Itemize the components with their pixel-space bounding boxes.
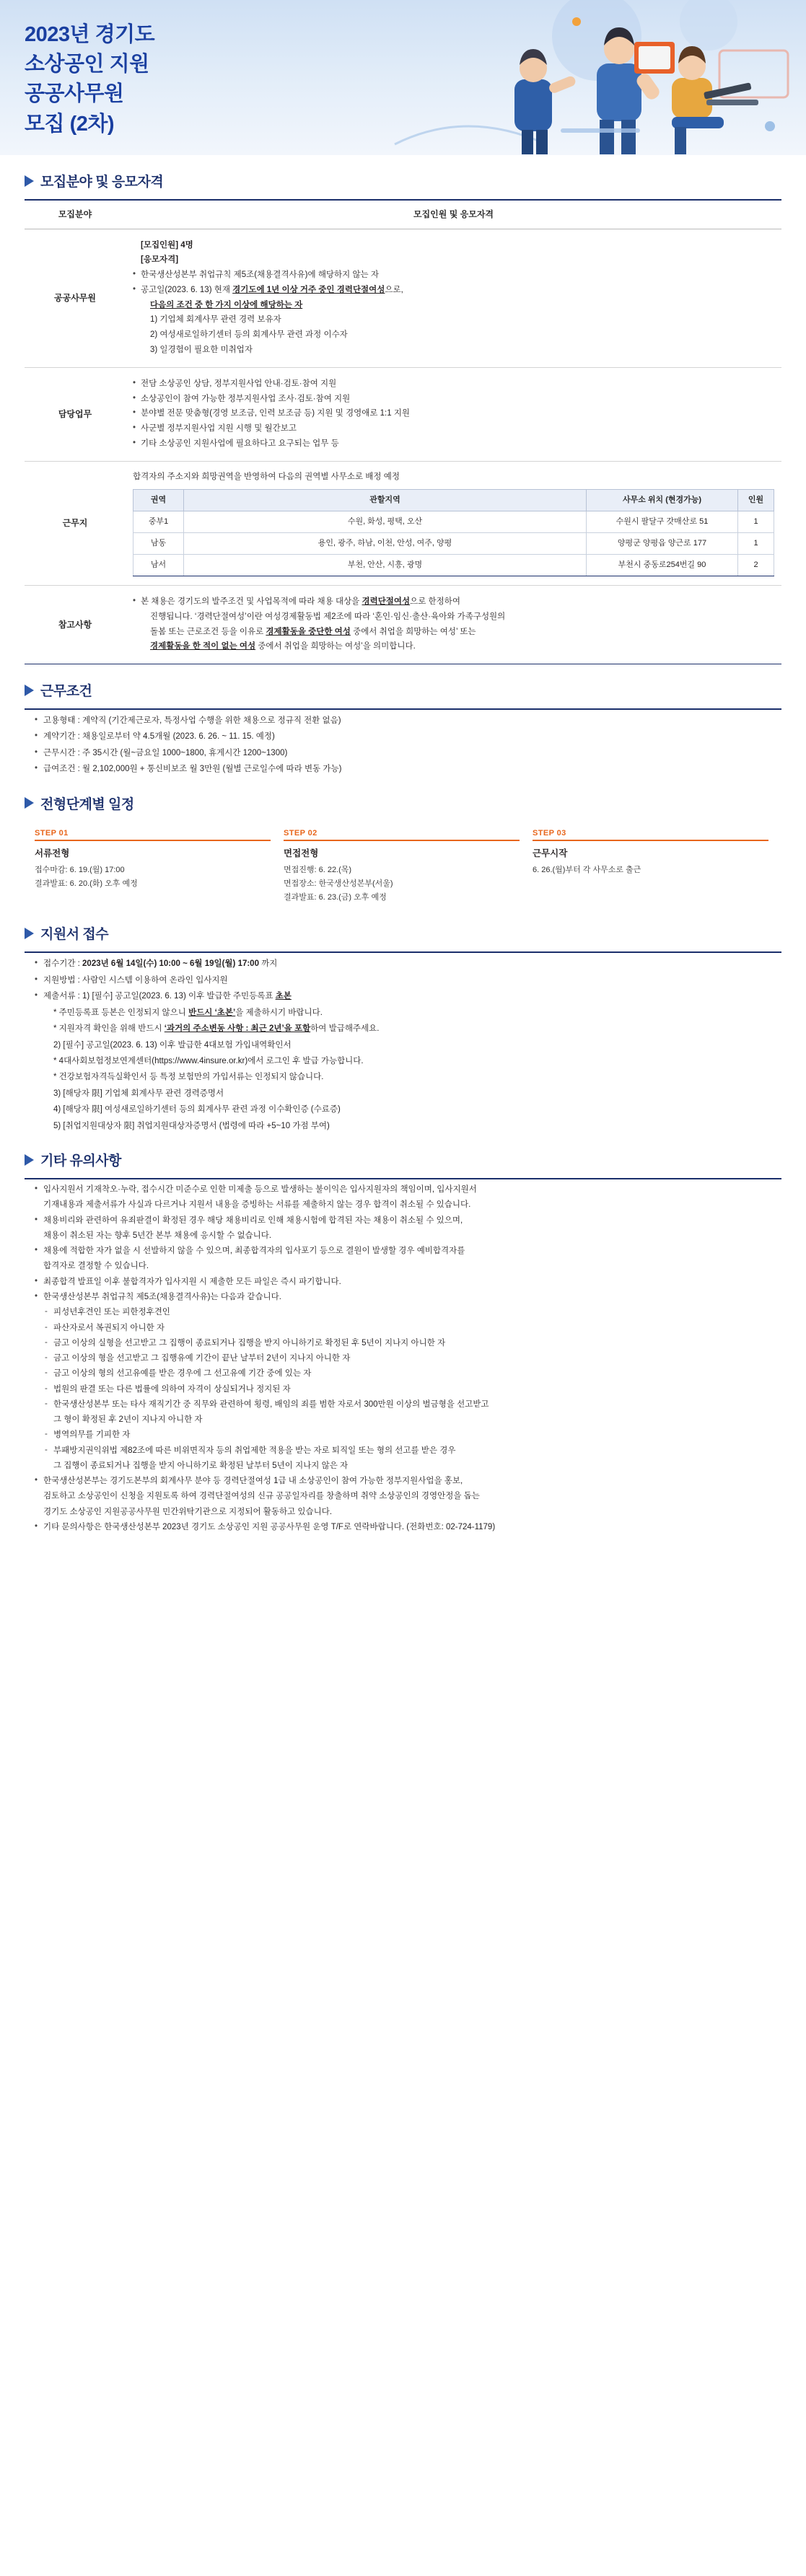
arrow-right-icon [25,685,34,696]
list-item: 합격자로 결정할 수 있습니다. [43,1262,149,1271]
worksite-intro: 합격자의 주소지와 희망권역을 반영하여 다음의 권역별 사무소로 배정 예정 [133,472,400,481]
step-number: STEP 02 [284,828,317,838]
hero-banner [0,0,806,155]
inner-header-row [133,490,774,511]
cell-headcount: 1 [738,533,774,555]
list-item: • 공고일(2023. 6. 13) 현재 경기도에 1년 이상 거주 중인 경력단절여성으로, [133,283,774,298]
step-01 [35,829,284,905]
section-title: 기타 유의사항 [40,1153,121,1169]
list-item: * 지원자격 확인을 위해 반드시 ‘과거의 주소변동 사항 : 최근 2년’을 포함하여 발급해주세요. [53,1024,380,1034]
section-heading-schedule [25,794,781,813]
section-recruitment [25,155,781,664]
list-item: 1) 기업체 회계사무 관련 경력 보유자 [150,315,281,325]
title-line-4: 모집 (2차) [25,112,115,136]
section-heading-application [25,923,781,943]
step-line: 면접장소: 한국생산성본부(서울) [284,879,393,888]
list-item: • 한국생산성본부 취업규칙 제5조(채용결격사유)는 다음과 같습니다. [35,1290,781,1305]
col-office: 사무소 위치 (현경가능) [587,490,738,511]
list-item: • 최종합격 발표일 이후 불합격자가 입사지원 시 제출한 모든 파일은 즉시 파기합니다. [35,1275,781,1290]
row-content [126,367,781,461]
cell-headcount: 2 [738,555,774,576]
table-row [25,585,781,664]
worksite-table [133,489,774,576]
cell-region: 중부1 [133,511,184,533]
inner-row [133,533,774,555]
list-item: 검토하고 소상공인이 신청을 지원토록 하여 경력단절여성의 신규 공공일자리를 창출하며 취약 소상공인의 경영안정을 돕는 [43,1492,480,1501]
step-divider [35,840,271,841]
list-item: * 4대사회보험정보연계센터(https://www.4insure.or.kr)에서 로그인 후 발급 가능합니다. [53,1057,364,1065]
inner-row [133,555,774,576]
list-item: 3) 일경험이 필요한 미취업자 [150,345,253,354]
inner-row [133,511,774,533]
cell-areas: 용인, 광주, 하남, 이천, 안성, 여주, 양평 [184,533,587,555]
list-item: - 부패방지권익위법 제82조에 따른 비위면직자 등의 취업제한 적용을 받는 자로 퇴직일 또는 형의 선고를 받은 경우 [35,1443,781,1459]
cell-region: 남동 [133,533,184,555]
section-notes [25,1134,781,1552]
section-title: 근무조건 [40,684,92,700]
list-item: 5) [취업지원대상자 限] 취업지원대상자증명서 (법령에 따라 +5~10 가점 부여) [53,1121,330,1130]
list-item: • 사군별 정부지원사업 지원 시행 및 월간보고 [133,422,774,436]
list-item: * 건강보험자격득실확인서 등 특정 보험만의 가입서류는 인정되지 않습니다. [53,1073,324,1082]
col-region: 권역 [133,490,184,511]
step-line: 6. 26.(월)부터 각 사무소로 출근 [533,865,641,874]
cell-region: 남서 [133,555,184,576]
section-working-conditions [25,664,781,778]
list-item: 채용이 취소된 자는 향후 5년간 본부 채용에 응시할 수 없습니다. [43,1231,272,1240]
list-item: 경기도 소상공인 지원공공사무원 민간위탁기관으로 지정되어 활동하고 있습니다. [43,1507,333,1516]
list-item: • 기타 소상공인 지원사업에 필요하다고 요구되는 업무 등 [133,437,774,452]
list-item: • 한국생산성본부 취업규칙 제5조(채용결격사유)에 해당하지 않는 자 [133,268,774,283]
list-item: • 본 채용은 경기도의 발주조건 및 사업목적에 따라 채용 대상을 경력단절여성으로 한정하여 [133,595,774,610]
list-item: • 입사지원서 기재착오·누락, 접수시간 미준수로 인한 미제출 등으로 발생하는 불이익은 입사지원자의 책임이며, 입사지원서 [35,1182,781,1197]
cell-office: 수원시 팔달구 갓매산로 51 [587,511,738,533]
table-row [25,461,781,585]
list-item: • 분야별 전문 맞춤형(경영 보조금, 인력 보조금 등) 지원 및 경영애로 1:1 지원 [133,407,774,421]
list-item: [모집인원] 4명 [141,240,193,250]
step-lines [284,863,520,905]
arrow-right-icon [25,928,34,939]
list-item: 기재내용과 제출서류가 사실과 다르거나 지원서 내용을 증빙하는 서류를 제출하지 않는 경우 합격이 취소될 수 있습니다. [43,1200,471,1210]
step-divider [284,840,520,841]
list-item: [응모자격] [141,255,179,265]
section-heading-working-conditions [25,680,781,700]
section-title: 지원서 접수 [40,927,109,943]
step-line: 결과발표: 6. 20.(화) 오후 예정 [35,879,138,888]
list-item: • 한국생산성본부는 경기도본부의 회계사무 분야 등 경력단절여성 1급 내 소상공인이 참여 가능한 정부지원사업을 홍보, [35,1474,781,1489]
page-title [25,20,154,139]
step-title: 면접전형 [284,848,319,858]
list-item: 3) [해당자 限] 기업체 회계사무 관련 경력증명서 [53,1089,224,1098]
step-title: 근무시작 [533,848,568,858]
cell-office: 양평군 양평읍 양근로 177 [587,533,738,555]
list-item: • 제출서류 : 1) [필수] 공고일(2023. 6. 13) 이후 발급한 주민등록표 초본 [35,988,781,1004]
schedule-steps [25,822,781,908]
hero-illustration [380,0,806,155]
table-header-row [25,200,781,229]
arrow-right-icon [25,1154,34,1166]
list-item: • 고용형태 : 계약직 (기간제근로자, 특정사업 수행을 위한 채용으로 정규직 전환 없음) [35,713,781,729]
title-line-3: 공공사무원 [25,82,124,106]
list-item: 진행됩니다. ‘경력단절여성’이란 여성경제활동법 제2조에 따라 ‘혼인·임신·출산·육아와 가족구성원의 [150,612,506,621]
list-item: - 법원의 판결 또는 다른 법률에 의하여 자격이 상실되거나 정지된 자 [35,1382,781,1397]
arrow-right-icon [25,175,34,187]
step-02 [284,829,533,905]
list-item: - 한국생산성본부 또는 타사 재직기간 중 직무와 관련하여 횡령, 배임의 죄를 범한 자로서 300만원 이상의 벌금형을 선고받고 [35,1397,781,1412]
list-item: • 지원방법 : 사람인 시스템 이용하여 온라인 입사지원 [35,972,781,988]
list-item: • 근무시간 : 주 35시간 (월~금요일 1000~1800, 휴게시간 1200~1300) [35,745,781,761]
list-item: • 기타 문의사항은 한국생산성본부 2023년 경기도 소상공인 지원 공공사무원 운영 T/F로 연락바랍니다. (전화번호: 02-724-1179) [35,1520,781,1535]
arrow-right-icon [25,797,34,809]
step-number: STEP 01 [35,828,69,838]
step-line: 접수마감: 6. 19.(월) 17:00 [35,865,125,874]
col-headcount: 인원 [738,490,774,511]
step-title: 서류전형 [35,848,70,858]
list-item: 2) [필수] 공고일(2023. 6. 13) 이후 발급한 4대보험 가입내역확인서 [53,1040,292,1050]
list-item: - 금고 이상의 형을 선고받고 그 집행유예 기간이 끝난 날부터 2년이 지나지 아니한 자 [35,1351,781,1366]
recruitment-table [25,199,781,664]
list-item: 그 형이 확정된 후 2년이 지나지 아니한 자 [53,1415,203,1425]
list-item: • 전담 소상공인 상담, 정부지원사업 안내·검토·참여 지원 [133,377,774,392]
list-item: 4) [해당자 限] 여성새로일하기센터 등의 회계사무 관련 과정 이수확인증 (수료증) [53,1105,341,1115]
row-content [126,229,781,367]
title-line-2: 소상공인 지원 [25,53,149,76]
cell-areas: 수원, 화성, 평택, 오산 [184,511,587,533]
list-item: - 파산자로서 복권되지 아니한 자 [35,1321,781,1336]
table-row [25,229,781,367]
cell-areas: 부천, 안산, 시흥, 광명 [184,555,587,576]
list-item: - 금고 이상의 형의 선고유예를 받은 경우에 그 선고유예 기간 중에 있는 자 [35,1366,781,1381]
list-item: • 소상공인이 참여 가능한 정부지원사업 조사·검토·참여 지원 [133,392,774,407]
row-label: 근무지 [25,461,126,585]
cell-office: 부천시 중동로254번길 90 [587,555,738,576]
section-title: 모집분야 및 응모자격 [40,175,164,190]
col-field: 모집분야 [25,200,126,229]
row-label: 공공사무원 [25,229,126,367]
list-item: • 급여조건 : 월 2,102,000원 + 통신비보조 월 3만원 (월별 근로일수에 따라 변동 가능) [35,761,781,777]
row-label: 담당업무 [25,367,126,461]
list-item: • 채용에 적합한 자가 없을 시 선발하지 않을 수 있으며, 최종합격자의 입사포기 등으로 결원이 발생할 경우 예비합격자를 [35,1244,781,1259]
list-item: - 병역의무를 기피한 자 [35,1428,781,1443]
step-lines [35,863,271,892]
section-application [25,907,781,1134]
list-item: 돌봄 또는 근로조건 등을 이유로 경제활동을 중단한 여성 중에서 취업을 희망하는 여성’ 또는 [150,627,476,636]
list-item: 그 집행이 종료되거나 집행을 받지 아니하기로 확정된 날부터 5년이 지나지 않은 자 [53,1461,349,1470]
list-item: • 계약기간 : 채용일로부터 약 4.5개월 (2023. 6. 26. ~ 11. 15. 예정) [35,729,781,744]
cell-headcount: 1 [738,511,774,533]
table-row [25,367,781,461]
step-lines [533,863,768,877]
step-number: STEP 03 [533,828,566,838]
section-heading-notes [25,1150,781,1169]
row-label: 참고사항 [25,585,126,664]
notes-list [25,1179,781,1535]
step-03 [533,829,781,905]
title-line-1: 2023년 경기도 [25,23,155,46]
working-conditions-list [25,710,781,778]
section-title: 전형단계별 일정 [40,796,134,812]
list-item: • 접수기간 : 2023년 6월 14일(수) 10:00 ~ 6월 19일(월) 17:00 까지 [35,956,781,972]
list-item: - 금고 이상의 실형을 선고받고 그 집행이 종료되거나 집행을 받지 아니하기로 확정된 후 5년이 지나지 아니한 자 [35,1336,781,1351]
row-content [126,461,781,585]
step-divider [533,840,768,841]
list-item: • 채용비리와 관련하여 유죄판결이 확정된 경우 해당 채용비리로 인해 채용시험에 합격된 자는 채용이 취소될 수 있으며, [35,1213,781,1228]
col-qualification: 모집인원 및 응모자격 [126,200,781,229]
col-areas: 관할지역 [184,490,587,511]
step-line: 결과발표: 6. 23.(금) 오후 예정 [284,893,387,902]
list-item: 다음의 조건 중 한 가지 이상에 해당하는 자 [150,300,303,309]
step-line: 면접진행: 6. 22.(목) [284,865,352,874]
application-list [25,953,781,1134]
list-item: 경제활동을 한 적이 없는 여성 중에서 취업을 희망하는 여성’을 의미합니다. [150,642,416,651]
list-item: - 피성년후견인 또는 피한정후견인 [35,1305,781,1320]
section-heading-recruitment [25,171,781,190]
list-item: 2) 여성새로일하기센터 등의 회계사무 관련 과정 이수자 [150,330,348,340]
section-schedule [25,778,781,908]
row-content [126,585,781,664]
list-item: * 주민등록표 등본은 인정되지 않으니 반드시 ‘초본’을 제출하시기 바랍니다. [53,1008,323,1017]
